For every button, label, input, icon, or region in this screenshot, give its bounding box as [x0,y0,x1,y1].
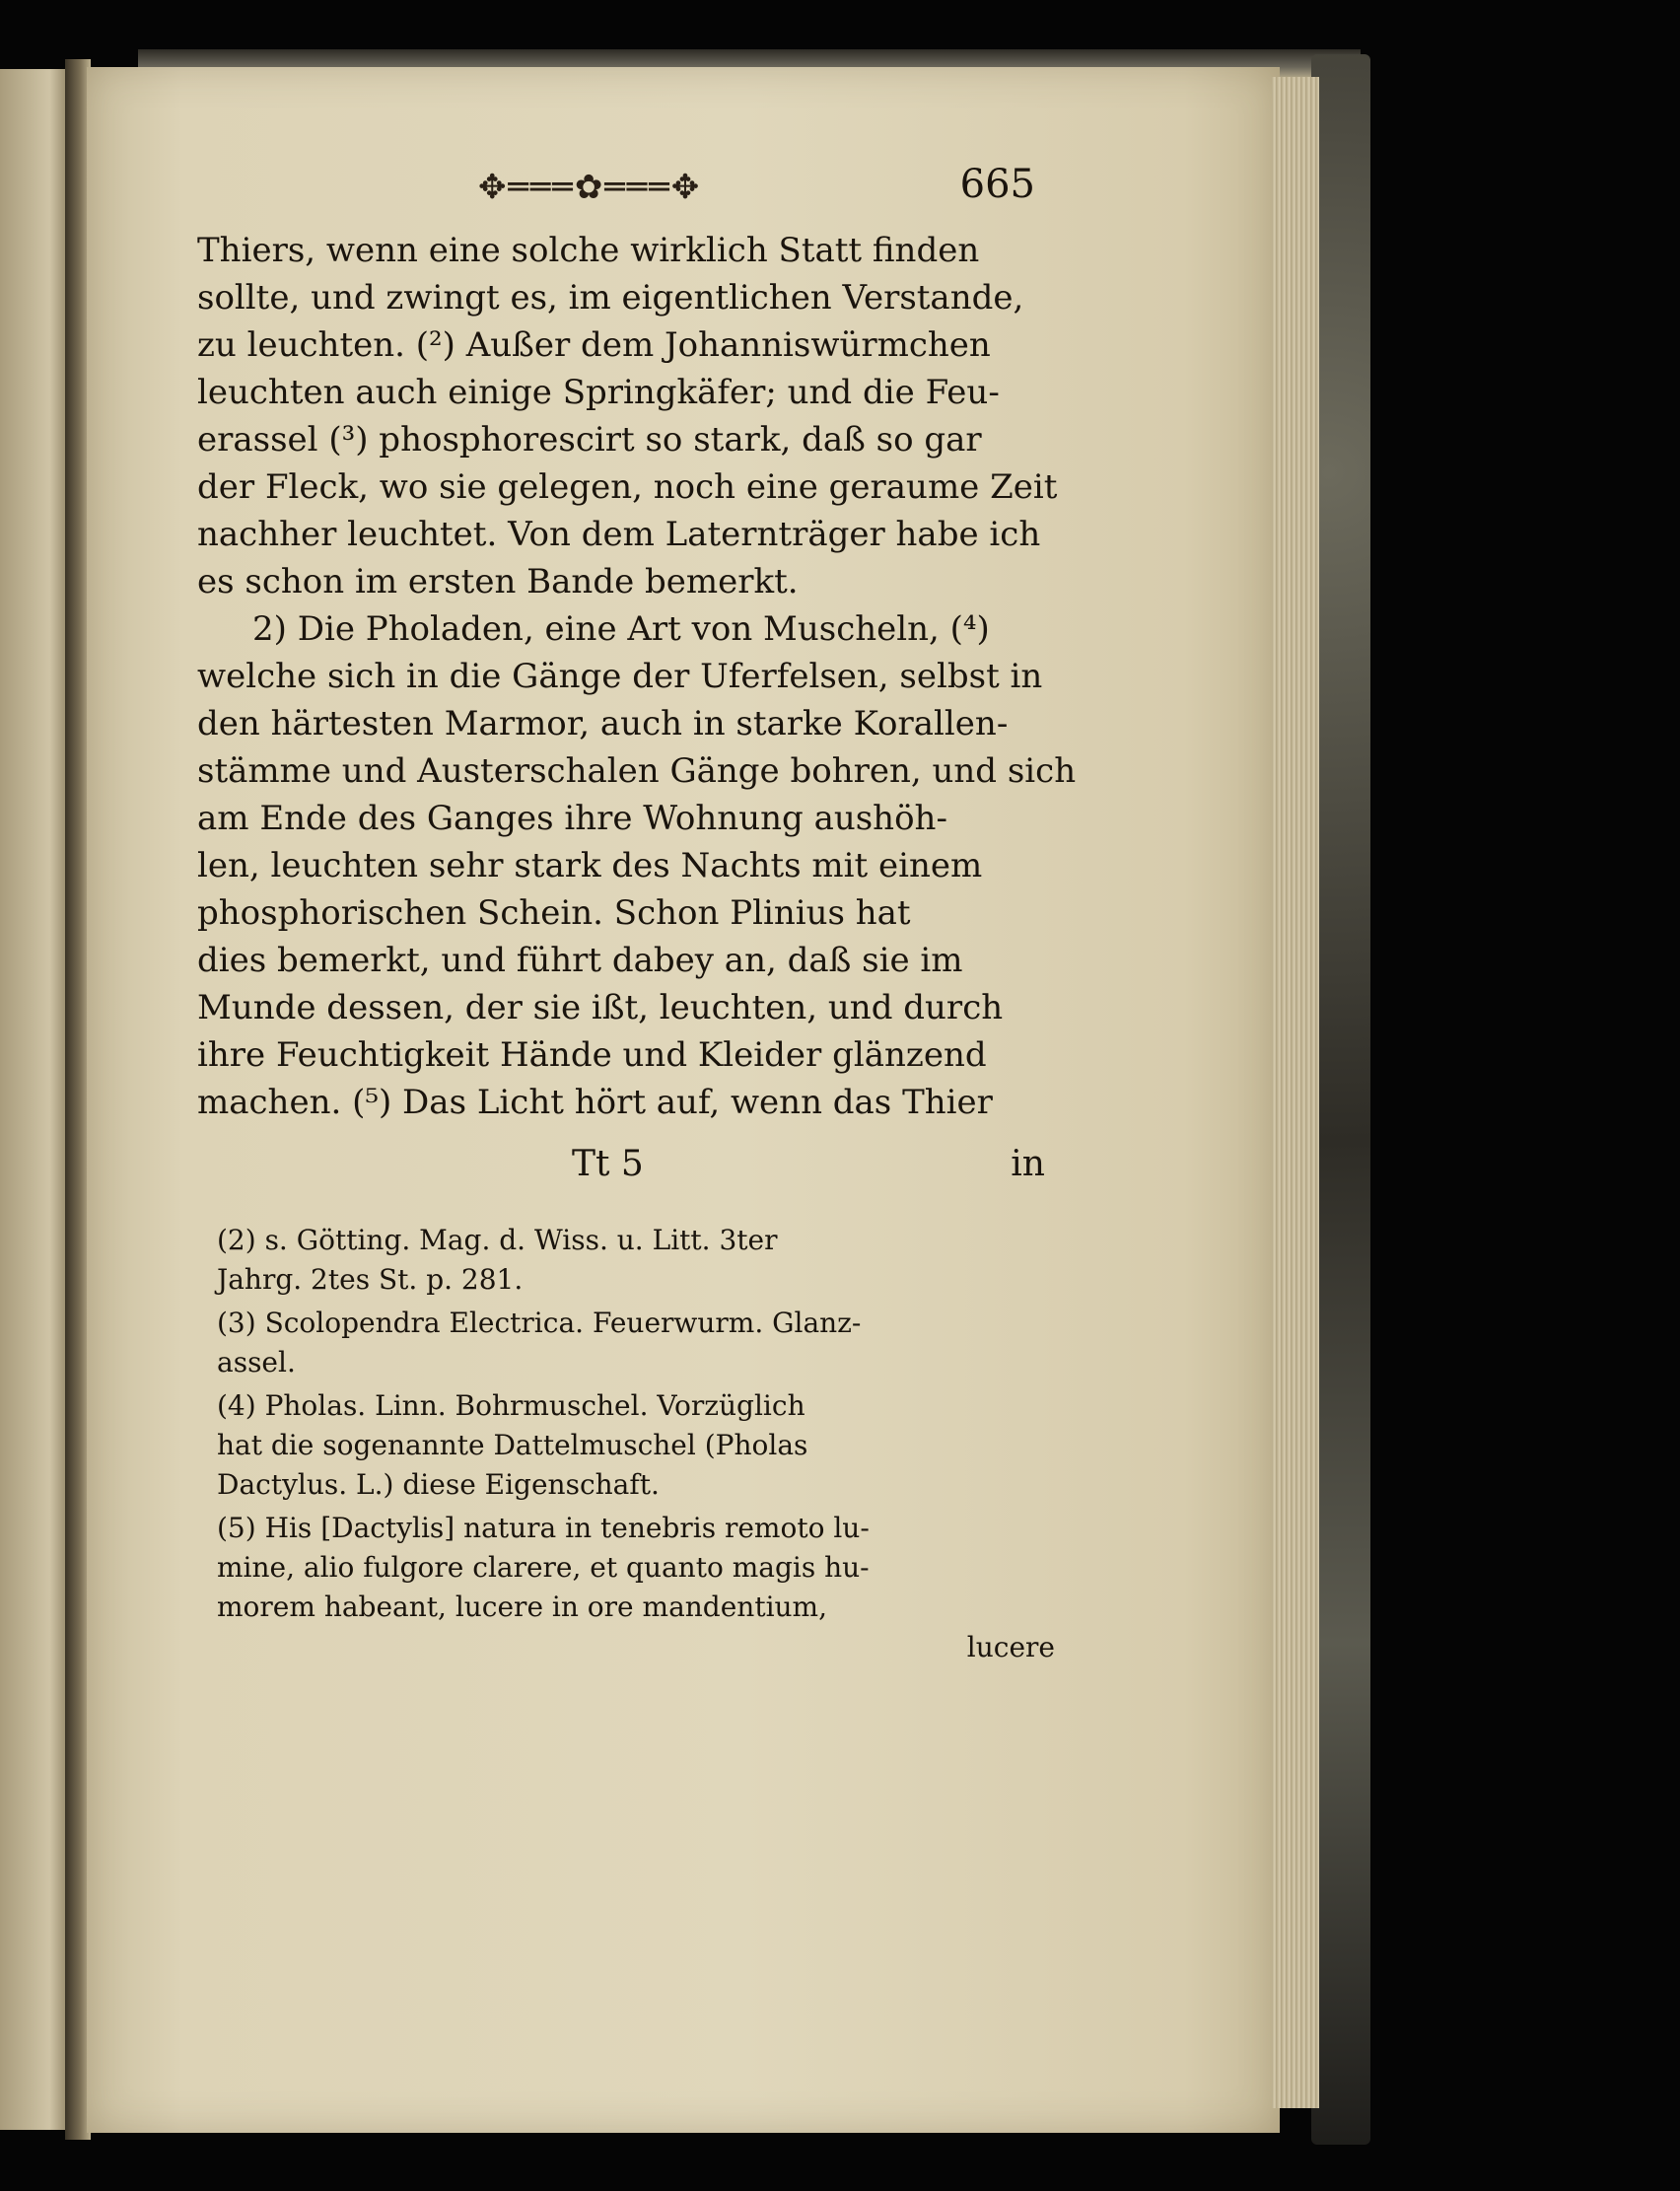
text-line: phosphorischen Schein. Schon Plinius hat [197,893,911,933]
facing-page [0,69,71,2130]
text-line: leuchten auch einige Springkäfer; und die Feu- [197,373,1000,412]
text-line: es schon im ersten Bande bemerkt. [197,562,799,601]
text-line: Munde dessen, der sie ißt, leuchten, und durch [197,988,1004,1027]
footnote-line: (4) Pholas. Linn. Bohrmuschel. Vorzüglich [217,1389,805,1422]
text-line: ihre Feuchtigkeit Hände und Kleider glänzend [197,1035,987,1075]
footnotes [197,1221,1065,1663]
text-line: zu leuchten. (²) Außer dem Johanniswürmchen [197,325,991,365]
body-text [197,227,1077,1126]
text-line: stämme und Austerschalen Gänge bohren, und sich [197,751,1077,791]
footnote-line: (2) s. Götting. Mag. d. Wiss. u. Litt. 3ter [217,1224,778,1256]
footnote-3 [197,1304,1065,1382]
signature-mark: Tt 5 [572,1144,644,1184]
footnote-line: (5) His [Dactylis] natura in tenebris remoto lu- [217,1512,870,1544]
text-line: dies bemerkt, und führt dabey an, daß sie im [197,941,963,980]
catchword: in [1011,1144,1045,1184]
header-ornament: ✥═══✿═══✥ [478,168,702,207]
footnote-5 [197,1509,1065,1627]
text-line: der Fleck, wo sie gelegen, noch eine geraume Zeit [197,467,1058,507]
page-edges [1272,77,1319,2108]
body-paragraph [197,227,1077,1126]
footnote-line: mine, alio fulgore clarere, et quanto magis hu- [217,1551,870,1584]
footnote-2 [197,1221,1065,1300]
footnote-4 [197,1386,1065,1505]
text-line: am Ende des Ganges ihre Wohnung aushöh- [197,799,947,838]
text-line: len, leuchten sehr stark des Nachts mit einem [197,846,983,885]
footnote-line: assel. [217,1346,296,1378]
text-line: erassel (³) phosphorescirt so stark, daß so gar [197,420,982,459]
book-cover-edge [1311,54,1370,2145]
text-line: 2) Die Pholaden, eine Art von Muscheln, (⁴) [252,609,990,649]
page-number: 665 [959,162,1035,207]
catchline [197,1138,1065,1201]
footnote-line: (3) Scolopendra Electrica. Feuerwurm. Glanz- [217,1307,862,1339]
text-line: machen. (⁵) Das Licht hört auf, wenn das Thier [197,1083,993,1122]
page-header [197,158,1065,227]
text-line: den härtesten Marmor, auch in starke Korallen- [197,704,1009,743]
page-content [197,158,1077,1663]
footnote-catchword: lucere [966,1631,1055,1663]
text-line: welche sich in die Gänge der Uferfelsen, selbst in [197,657,1043,696]
footnote-line: Dactylus. L.) diese Eigenschaft. [217,1468,660,1501]
footnote-line: morem habeant, lucere in ore mandentium, [217,1590,828,1623]
text-line: nachher leuchtet. Von dem Laternträger habe ich [197,515,1041,554]
text-line: sollte, und zwingt es, im eigentlichen Verstande, [197,278,1024,318]
footnote-line: Jahrg. 2tes St. p. 281. [217,1263,524,1296]
text-line: Thiers, wenn eine solche wirklich Statt finden [197,231,980,270]
footnote-line: hat die sogenannte Dattelmuschel (Pholas [217,1429,808,1461]
